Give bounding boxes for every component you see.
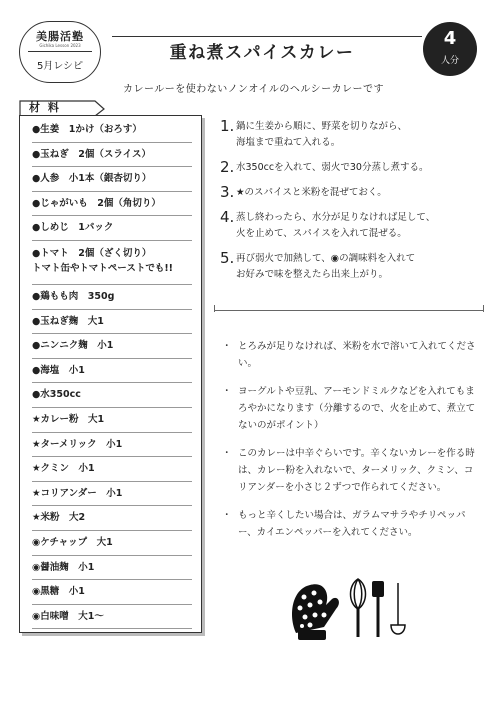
notes-list	[222, 338, 482, 552]
step-item	[220, 185, 490, 201]
step-item	[220, 210, 490, 242]
note-item	[222, 445, 482, 496]
ingredients-tab	[19, 97, 105, 117]
ingredient-item: ●しめじ 1パック	[32, 216, 192, 241]
ingredient-item: ●生姜 1かけ（おろす）	[32, 118, 192, 143]
note-text: もっと辛くしたい場合は、ガラムマサラやチリペッパー、カイエンペッパーを入れてください。	[238, 510, 466, 538]
ingredients-box	[19, 115, 202, 633]
note-bullet: ・	[222, 448, 232, 459]
step-item	[220, 251, 490, 283]
note-bullet: ・	[222, 386, 232, 397]
section-divider	[214, 308, 484, 330]
logo-subtext: Gichika Lesson 2023	[39, 43, 81, 48]
ingredient-item: ●人参 小1本（銀杏切り）	[32, 167, 192, 192]
logo-divider	[28, 51, 92, 52]
note-bullet: ・	[222, 341, 232, 352]
ingredient-item: ◉白味噌 大1〜	[32, 605, 192, 630]
step-text: 蒸し終わったら、水分が足りなければ足して、 火を止めて、スパイスを入れて混ぜる。	[236, 212, 436, 239]
ingredient-item: ●トマト 2個（ざく切り） トマト缶やトマトペーストでも!!	[32, 241, 192, 285]
ingredient-item: ●じゃがいも 2個（角切り）	[32, 192, 192, 217]
ingredients-list	[20, 118, 201, 629]
ingredient-item: ◉黒糖 小1	[32, 580, 192, 605]
title-rule	[112, 36, 422, 37]
step-text: 水350ccを入れて、弱火で30分蒸し煮する。	[236, 162, 429, 173]
ingredient-item: ★クミン 小1	[32, 457, 192, 482]
ingredient-item: ●海塩 小1	[32, 359, 192, 384]
ingredient-item: ★コリアンダー 小1	[32, 482, 192, 507]
kitchen-utensils-icon	[286, 575, 412, 645]
ingredient-item: ●ニンニク麹 小1	[32, 334, 192, 359]
step-item	[220, 119, 490, 151]
step-text: ★のスパイスと米粉を混ぜておく。	[236, 187, 387, 198]
note-text: このカレーは中辛ぐらいです。辛くないカレーを作る時は、カレー粉を入れないで、ターメリック、クミン、コリアンダーを小さじ２ずつで作られてください。	[238, 448, 475, 493]
note-text: とろみが足りなければ、米粉を水で溶いて入れてください。	[238, 341, 476, 369]
note-item	[222, 338, 482, 372]
step-text: 鍋に生姜から順に、野菜を切りながら、 海塩まで重ねて入れる。	[236, 121, 408, 148]
logo-name: 美腸活塾	[36, 30, 84, 43]
step-number: 3.	[220, 183, 235, 201]
page-title: 重ね煮スパイスカレー	[169, 43, 355, 63]
logo-badge	[19, 21, 101, 83]
step-number: 1.	[220, 117, 235, 135]
ingredient-item: ★ターメリック 小1	[32, 433, 192, 458]
ingredient-item: ●鶏もも肉 350g	[32, 285, 192, 310]
ingredient-item: ●水350cc	[32, 383, 192, 408]
serves-unit: 人分	[440, 56, 459, 66]
step-item	[220, 160, 490, 176]
ingredients-heading: 材 料	[29, 101, 61, 114]
page-subtitle: カレールーを使わないノンオイルのヘルシーカレーです	[123, 84, 384, 95]
ingredient-item: ★カレー粉 大1	[32, 408, 192, 433]
logo-month: 5月レシピ	[36, 61, 84, 72]
ingredient-item: ●玉ねぎ麹 大1	[32, 310, 192, 335]
note-item	[222, 383, 482, 434]
ingredient-item: ◉醤油麹 小1	[32, 556, 192, 581]
step-number: 4.	[220, 208, 235, 226]
ingredient-item: ◉ケチャップ 大1	[32, 531, 192, 556]
steps-list	[220, 119, 490, 292]
note-bullet: ・	[222, 510, 232, 521]
ingredient-item: ●玉ねぎ 2個（スライス）	[32, 143, 192, 168]
step-number: 2.	[220, 158, 235, 176]
step-number: 5.	[220, 249, 235, 267]
note-text: ヨーグルトや豆乳、アーモンドミルクなどを入れてもまろやかになります（分離するので、火を止めて、煮立てないのがポイント）	[238, 386, 476, 431]
serves-number: 4	[443, 28, 457, 49]
note-item	[222, 507, 482, 541]
ingredient-item: ★米粉 大2	[32, 506, 192, 531]
serves-badge	[423, 22, 477, 76]
step-text: 再び弱火で加熱して、◉の調味料を入れて お好みで味を整えたら出来上がり。	[236, 253, 416, 280]
